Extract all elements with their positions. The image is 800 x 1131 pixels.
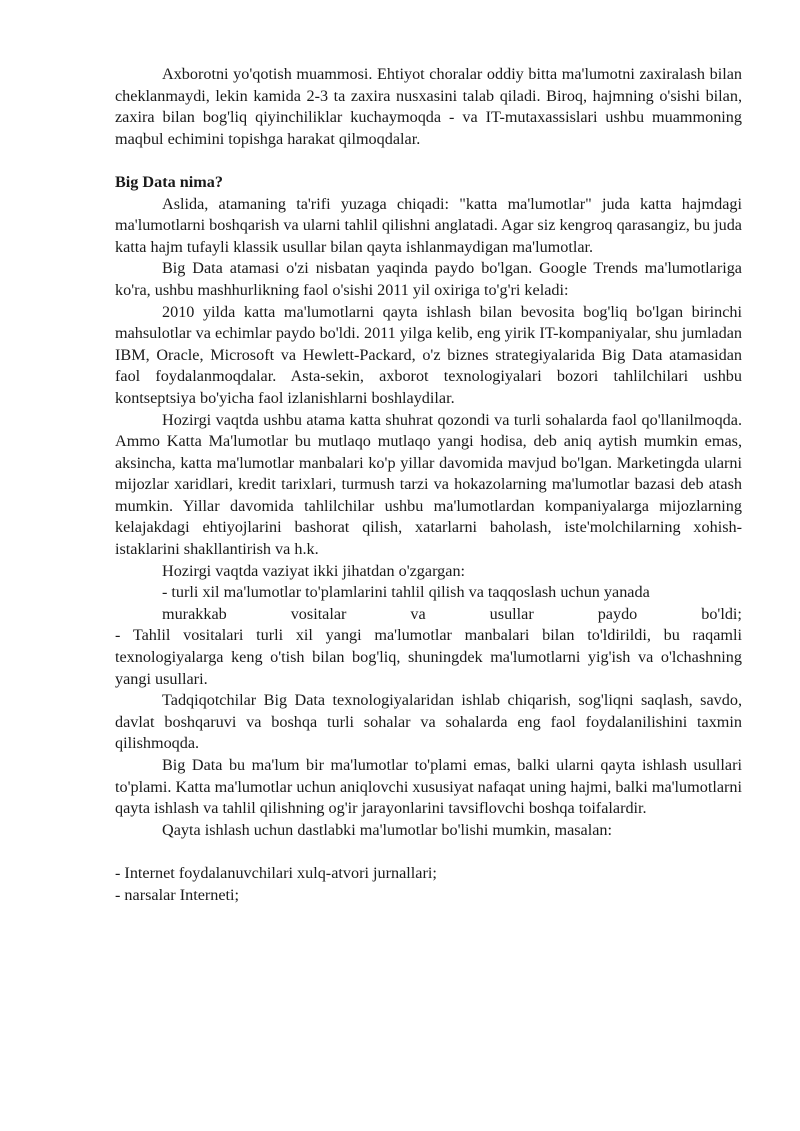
word: bo'ldi; [701,604,742,623]
section-heading: Big Data nima? [115,172,223,191]
word: vositalar [290,604,347,623]
paragraph-term-origin: Big Data atamasi o'zi nisbatan yaqinda paydo bo'lgan. Google Trends ma'lumotlariga ko'ra, ushbu mashhurlikning faol o'sishi 2011 yil oxiriga to'g'ri keladi: [115,259,742,299]
paragraph-sources-intro: Qayta ishlash uchun dastlabki ma'lumotlar bo'lishi mumkin, masalan: [162,820,613,839]
list-item-tools-continued [115,604,742,626]
paragraph-methods: Big Data bu ma'lum bir ma'lumotlar to'plami emas, balki ularni qayta ishlash usullari to'plami. Katta ma'lumotlar uchun aniqlovchi xususiyat nafaqat uning hajmi, balki ma'lumotlarni qayta ishlash va tahlil qilishning og'ir jarayonlarini tavsiflovchi boshqa toifalardir. [115,756,742,818]
paragraph-research: Tadqiqotchilar Big Data texnologiyalaridan ishlab chiqarish, sog'liqni saqlash, savdo, davlat boshqaruvi va boshqa turli sohalar va sohalarda eng faol foydalanilishini taxmin qilishmoqda. [115,691,742,753]
list-item: - narsalar Interneti; [115,885,240,904]
word: usullar [489,604,534,623]
word: murakkab [162,604,227,623]
paragraph-history: 2010 yilda katta ma'lumotlarni qayta ishlash bilan bevosita bog'liq bo'lgan birinchi mahsulotlar va echimlar paydo bo'ldi. 2011 yilga kelib, eng yirik IT-kompaniyalar, shu jumladan IBM, Oracle, Microsoft va Hewlett-Packard, o'z biznes strategiyalarida Big Data atamasidan faol foydalanmoqdalar. Asta-sekin, axborot texnologiyalari bozori tahlilchilari ushbu kontseptsiya bo'yicha faol izlanishlarni boshlaydilar. [115,302,742,407]
word: paydo [597,604,638,623]
list-item-sources: - Tahlil vositalari turli xil yangi ma'lumotlar manbalari bilan to'ldirildi, bu raqamli texnologiyalarga keng o'tish bilan bog'liq, shuningdek ma'lumotlarni yig'ish va o'lchashning yangi usullari. [115,626,742,688]
paragraph-usage: Hozirgi vaqtda ushbu atama katta shuhrat qozondi va turli sohalarda faol qo'llanilmoqda. Ammo Katta Ma'lumotlar bu mutlaqo mutlaqo yangi hodisa, deb aniq aytish mumkin emas, aksincha, katta ma'lumotlar manbalari ko'p yillar davomida mavjud bo'lgan. Marketingda ularni mijozlar xaridlari, kredit tarixlari, turmush tarzi va hokazolarning ma'lumotlar bazasi deb atash mumkin. Yillar davomida tahlilchilar ushbu ma'lumotlardan kompaniyalarga mijozlarning kelajakdagi ehtiyojlarini bashorat qilish, xatarlarni baholash, iste'molchilarning xohish-istaklarini shakllantirish va h.k. [115,410,742,559]
paragraph-definition: Aslida, atamaning ta'rifi yuzaga chiqadi: "katta ma'lumotlar" juda katta hajmdagi ma'lumotlarni boshqarish va ularni tahlil qilishni anglatadi. Agar siz kengroq qarasangiz, bu juda katta hajm tufayli klassik usullar bilan qayta ishlanmaydigan ma'lumotlar. [115,194,742,256]
paragraph-backup: Axborotni yo'qotish muammosi. Ehtiyot choralar oddiy bitta ma'lumotni zaxiralash bilan cheklanmaydi, lekin kamida 2-3 ta zaxira nusxasini talab qiladi. Biroq, hajmning o'sishi bilan, zaxira bilan bog'liq qiyinchiliklar kuchaymoqda - va IT-mutaxassislari ushbu muammoning maqbul echimini topishga harakat qilmoqdalar. [115,65,742,148]
list-item: - Internet foydalanuvchilari xulq-atvori jurnallari; [115,863,437,882]
paragraph-changes: Hozirgi vaqtda vaziyat ikki jihatdan o'zgargan: [162,561,466,580]
document-page [115,64,742,906]
list-item-tools: - turli xil ma'lumotlar to'plamlarini tahlil qilish va taqqoslash uchun yanada [162,583,650,602]
word: va [410,604,426,623]
